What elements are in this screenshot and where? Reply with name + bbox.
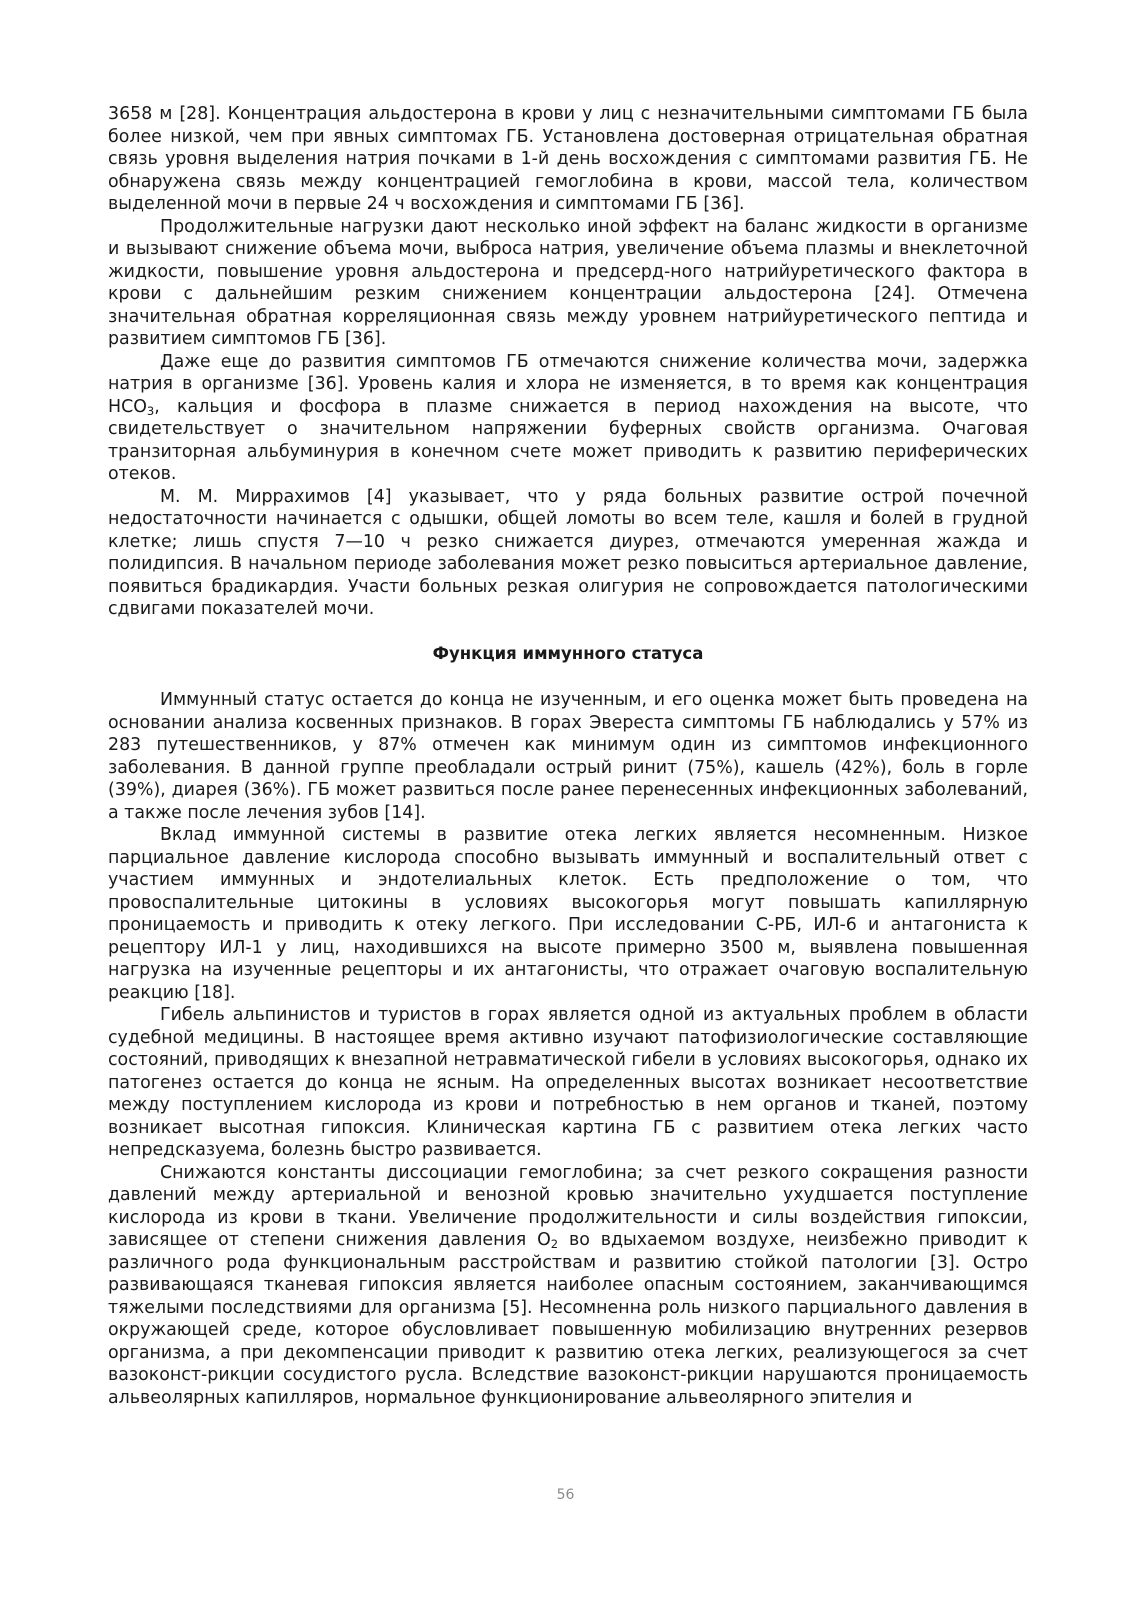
paragraph-text: Даже еще до развития симптомов ГБ отмечаются снижение количества мочи, задержка натрия в организме [36]. Уровень калия и хлора не изменяется, в то время как концентрация HCO [108,351,1028,417]
paragraph: Вклад иммунной системы в развитие отека легких является несомненным. Низкое парциальное давление кислорода способно вызывать иммунный и воспалительный ответ с участием иммунных и эндотелиальных клеток. Есть предположение о том, что провоспалительные цитокины в условиях высокогорья могут повышать капиллярную проницаемость и приводить к отеку легкого. При исследовании С-РБ, ИЛ-6 и антагониста к рецептору ИЛ-1 у лиц, находившихся на высоте примерно 3500 м, выявлена повышенная нагрузка на изученные рецепторы и их антагонисты, что отражает очаговую воспалительную реакцию [18]. [108,825,1028,1003]
document-page [108,103,1028,1409]
section-heading: Функция иммунного статуса [432,643,704,663]
paragraph [108,351,1028,486]
paragraph: Продолжительные нагрузки дают несколько иной эффект на баланс жидкости в организме и вызывают снижение объема мочи, выброса натрия, увеличение объема плазмы и внеклеточной жидкости, повышение уровня альдостерона и предсерд-ного натрийуретического фактора в крови с дальнейшим резким снижением концентрации альдостерона [24]. Отмечена значительная обратная корреляционная связь между уровнем натрийуретического пептида и развитием симптомов ГБ [36]. [108,216,1028,349]
paragraph: М. М. Миррахимов [4] указывает, что у ряда больных развитие острой почечной недостаточности начинается с одышки, общей ломоты во всем теле, кашля и болей в грудной клетке; лишь спустя 7—10 ч резко снижается диурез, отмечаются умеренная жажда и полидипсия. В начальном периоде заболевания может резко повыситься артериальное давление, появиться брадикардия. Участи больных резкая олигурия не сопровождается патологическими сдвигами показателей мочи. [108,486,1028,619]
paragraph: 3658 м [28]. Концентрация альдостерона в крови у лиц с незначительными симптомами ГБ была более низкой, чем при явных симптомах ГБ. Установлена достоверная отрицательная обратная связь уровня выделения натрия почками в 1-й день восхождения с симптомами развития ГБ. Не обнаружена связь между концентрацией гемоглобина в крови, массой тела, количеством выделенной мочи в первые 24 ч восхождения и симптомами ГБ [36]. [108,104,1028,214]
paragraph-text: во вдыхаемом воздухе, неизбежно приводит к различного рода функциональным расстройствам и развитию стойкой патологии [3]. Остро развивающаяся тканевая гипоксия является наиболее опасным состоянием, заканчивающимся тяжелыми последствиями для организма [5]. Несомненна роль низкого парциального давления в окружающей среде, которое обусловливает повышенную мобилизацию внутренних резервов организма, а при декомпенсации приводит к развитию отека легких, реализующегося за счет вазоконст-рикции сосудистого русла. Вследствие вазоконст-рикции нарушаются проницаемость альвеолярных капилляров, нормальное функционирование альвеолярного эпителия и [108,1230,1028,1408]
paragraph-text: , кальция и фосфора в плазме снижается в период нахождения на высоте, что свидетельствует о значительном напряжении буферных свойств организма. Очаговая транзиторная альбуминурия в конечном счете может приводить к развитию периферических отеков. [108,396,1028,484]
subscript: 3 [146,403,155,418]
paragraph: Иммунный статус остается до конца не изученным, и его оценка может быть проведена на основании анализа косвенных признаков. В горах Эвереста симптомы ГБ наблюдались у 57% из 283 путешественников, у 87% отмечен как минимум один из симптомов инфекционного заболевания. В данной группе преобладали острый ринит (75%), кашель (42%), боль в горле (39%), диарея (36%). ГБ может развиться после ранее перенесенных инфекционных заболеваний, а также после лечения зубов [14]. [108,690,1028,823]
paragraph [108,1162,1028,1410]
subscript: 2 [550,1237,559,1251]
paragraph: Гибель альпинистов и туристов в горах является одной из актуальных проблем в области судебной медицины. В настоящее время активно изучают патофизиологические составляющие состояний, приводящих к внезапной нетравматической гибели в условиях высокогорья, однако их патогенез остается до конца не ясным. На определенных высотах возникает несоответствие между поступлением кислорода из крови и потребностью в нем органов и тканей, поэтому возникает высотная гипоксия. Клиническая картина ГБ с развитием отека легких часто непредсказуема, болезнь быстро развивается. [108,1005,1028,1160]
page-number: 56 [556,1487,575,1503]
paragraph-text: Снижаются константы диссоциации гемоглобина; за счет резкого сокращения разности давлений между артериальной и венозной кровью значительно ухудшается поступление кислорода из крови в ткани. Увеличение продолжительности и силы воздействия гипоксии, зависящее от степени снижения давления O [108,1162,1028,1250]
